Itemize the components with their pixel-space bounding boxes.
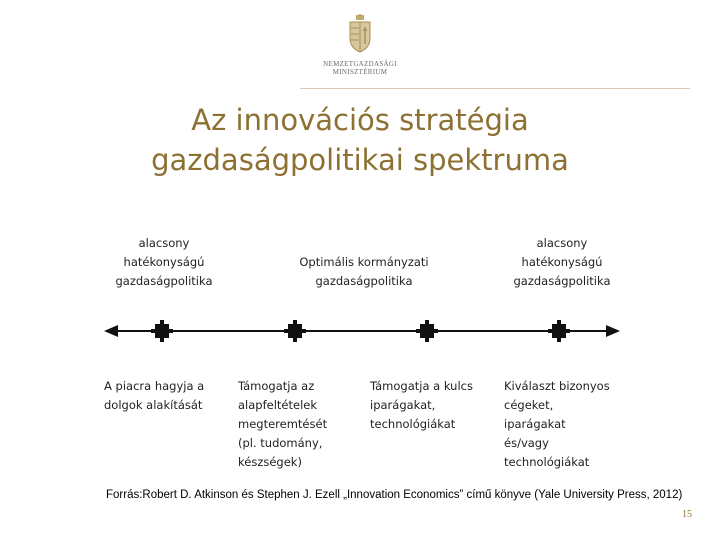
top-label-line: hatékonyságú	[521, 255, 603, 269]
logo-line-2: MINISZTÉRIUM	[332, 68, 388, 76]
bottom-label-line: iparágakat,	[370, 398, 436, 412]
bottom-label-line: és/vagy	[504, 436, 549, 450]
title-line-1: Az innovációs stratégia	[191, 103, 529, 137]
bottom-label-1	[104, 377, 234, 415]
bottom-label-line: megteremtését	[238, 417, 328, 431]
bottom-label-line: készségek)	[238, 455, 302, 469]
top-label-line: alacsony	[536, 236, 588, 250]
page-number: 15	[682, 509, 692, 520]
bottom-label-line: Támogatja az	[238, 379, 315, 393]
bottom-label-2	[238, 377, 368, 472]
bottom-label-line: cégeket,	[504, 398, 554, 412]
axis-marker	[416, 320, 438, 342]
bottom-label-line: Támogatja a kulcs	[370, 379, 473, 393]
top-label-line: Optimális kormányzati	[299, 255, 429, 269]
top-label-line: alacsony	[138, 236, 190, 250]
bottom-label-line: Kiválaszt bizonyos	[504, 379, 610, 393]
axis-marker	[284, 320, 306, 342]
title-line-2: gazdaságpolitikai spektruma	[151, 143, 569, 177]
bottom-label-line: alapfeltételek	[238, 398, 318, 412]
bottom-label-line: A piacra hagyja a	[104, 379, 205, 393]
top-label-line: gazdaságpolitika	[315, 274, 413, 288]
bottom-label-line: (pl. tudomány,	[238, 436, 323, 450]
source-citation: Forrás:Robert D. Atkinson és Stephen J. Ezell „Innovation Economics” című könyve (Yale University Press, 2012)	[106, 489, 683, 501]
top-label-line: gazdaságpolitika	[115, 274, 213, 288]
axis-marker	[548, 320, 570, 342]
bottom-label-line: dolgok alakítását	[104, 398, 203, 412]
axis-marker	[151, 320, 173, 342]
bottom-label-line: iparágakat	[504, 417, 566, 431]
right-arrowhead	[606, 325, 620, 337]
top-label-line: gazdaságpolitika	[513, 274, 611, 288]
left-arrowhead	[104, 325, 118, 337]
top-label-line: hatékonyságú	[123, 255, 205, 269]
bottom-label-3	[370, 377, 502, 434]
bottom-label-line: technológiákat	[370, 417, 456, 431]
bottom-label-line: technológiákat	[504, 455, 590, 469]
bottom-label-4	[504, 377, 644, 472]
logo-line-1: NEMZETGAZDASÁGI	[323, 60, 397, 68]
